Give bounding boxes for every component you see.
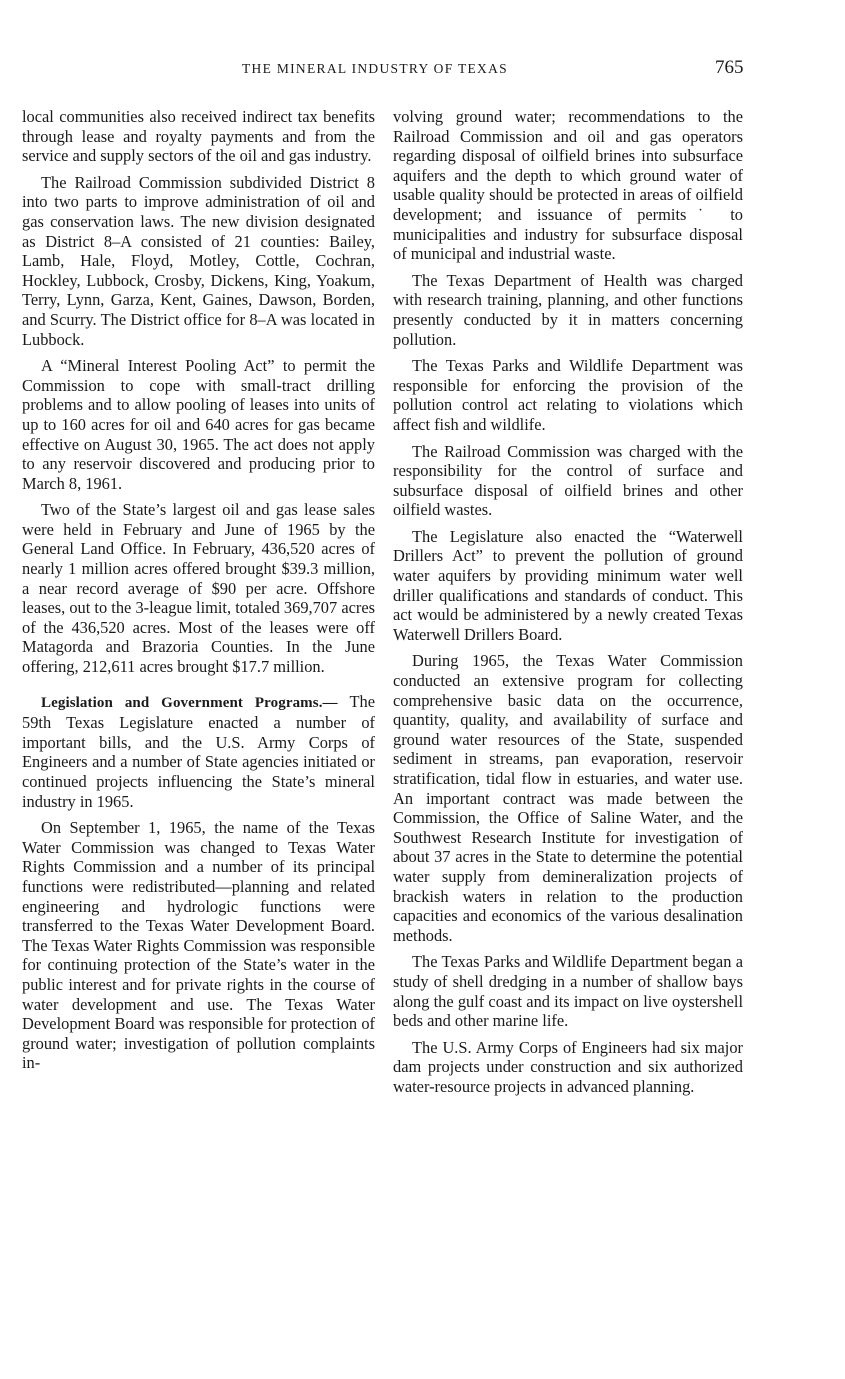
paragraph-district-8a: The Railroad Commission subdivided District 8 into two parts to improve administration of oil and gas conservation laws. The new division designated as District 8–A consisted of 21 counties: Bailey, Lamb, Hale, Floyd, Motley, Cottle, Cochran, Hockley, Lubbock, Crosby, Dickens, King, Yoakum, Terry, Lynn, Garza, Kent, Gaines, Dawson, Borden, and Scurry. The District office for 8–A was located in Lubbock. [22,172,375,349]
paragraph-army-corps: The U.S. Army Corps of Engineers had six major dam projects under construction and six authorized water-resource projects in advanced planning. [393,1037,743,1096]
page-number: 765 [715,57,744,78]
left-column [22,107,375,1080]
paragraph-water-commission: On September 1, 1965, the name of the Texas Water Commission was changed to Texas Water Rights Commission and a number of its principal functions were redistributed—planning and related engineering and hydrologic functions were transferred to the Texas Water Development Board. The Texas Water Rights Commission was responsible for continuing protection of the State’s water in the public interest and for private rights in the course of water development and use. The Texas Water Development Board was responsible for protection of ground water; investigation of pollution complaints in- [22,818,375,1073]
right-column [393,107,743,1104]
paragraph-legislation [22,692,375,812]
paragraph-water-data-program: During 1965, the Texas Water Commission conducted an extensive program for collecting comprehensive basic data on the occurrence, quantity, quality, and availability of surface and ground water resources of the State, suspended sediment in streams, pan evaporation, reservoir stratification, tidal flow in estuaries, and water use. An important contract was made between the Commission, the Office of Saline Water, and the Southwest Research Institute for investigation of about 37 acres in the State to determine the potential water supply from demineralization projects of brackish waters in relation to the production capacities and economics of the various desalination methods. [393,651,743,945]
section-heading: Legislation and Government Programs.— [41,694,338,711]
paragraph-lease-sales: Two of the State’s largest oil and gas lease sales were held in February and June of 1965 by the General Land Office. In February, 436,520 acres of nearly 1 million acres offered brought $39.3 million, a near record average of $90 per acre. Offshore leases, out to the 3-league limit, totaled 369,707 acres of the 436,520 acres. Most of the leases were off Matagorda and Brazoria Counties. In the June offering, 212,611 acres brought $17.7 million. [22,500,375,677]
running-title: THE MINERAL INDUSTRY OF TEXAS [242,61,508,76]
paragraph-pooling-act: A “Mineral Interest Pooling Act” to permit the Commission to cope with small-tract drilling problems and to allow pooling of leases into units of up to 160 acres for oil and 640 acres for gas became effective on August 30, 1965. The act does not apply to any reservoir discovered and producing prior to March 8, 1961. [22,356,375,493]
paragraph-continued: local communities also received indirect tax benefits through lease and royalty payments and from the service and supply sectors of the oil and gas industry. [22,107,375,166]
paragraph-legislation-body: The 59th Texas Legislature enacted a number of important bills, and the U.S. Army Corps of Engineers and a number of State agencies initiated or continued projects influencing the State’s mineral industry in 1965. [22,691,375,811]
paragraph-parks-wildlife: The Texas Parks and Wildlife Department was responsible for enforcing the provision of the pollution control act relating to violations which affect fish and wildlife. [393,356,743,434]
paragraph-railroad-commission: The Railroad Commission was charged with the responsibility for the control of surface and subsurface disposal of oilfield brines and other oilfield wastes. [393,441,743,520]
paragraph-health-department: The Texas Department of Health was charged with research training, planning, and other functions presently conducted by it in matters concerning pollution. [393,270,743,349]
paragraph-shell-dredging: The Texas Parks and Wildlife Department began a study of shell dredging in a number of shallow bays along the gulf coast and its impact on live oystershell beds and other marine life. [393,952,743,1031]
paragraph-ground-water: volving ground water; recommendations to the Railroad Commission and oil and gas operators regarding disposal of oilfield brines into subsurface aquifers and the depth to which ground water of usable quality should be protected in areas of oilfield development; and issuance of permits˙ to municipalities and industry for subsurface disposal of municipal and industrial waste. [393,107,743,264]
paragraph-waterwell-act: The Legislature also enacted the “Waterwell Drillers Act” to prevent the pollution of ground water aquifers by providing minimum water well driller qualifications and standards of conduct. This act would be administered by a newly created Texas Waterwell Drillers Board. [393,526,743,644]
